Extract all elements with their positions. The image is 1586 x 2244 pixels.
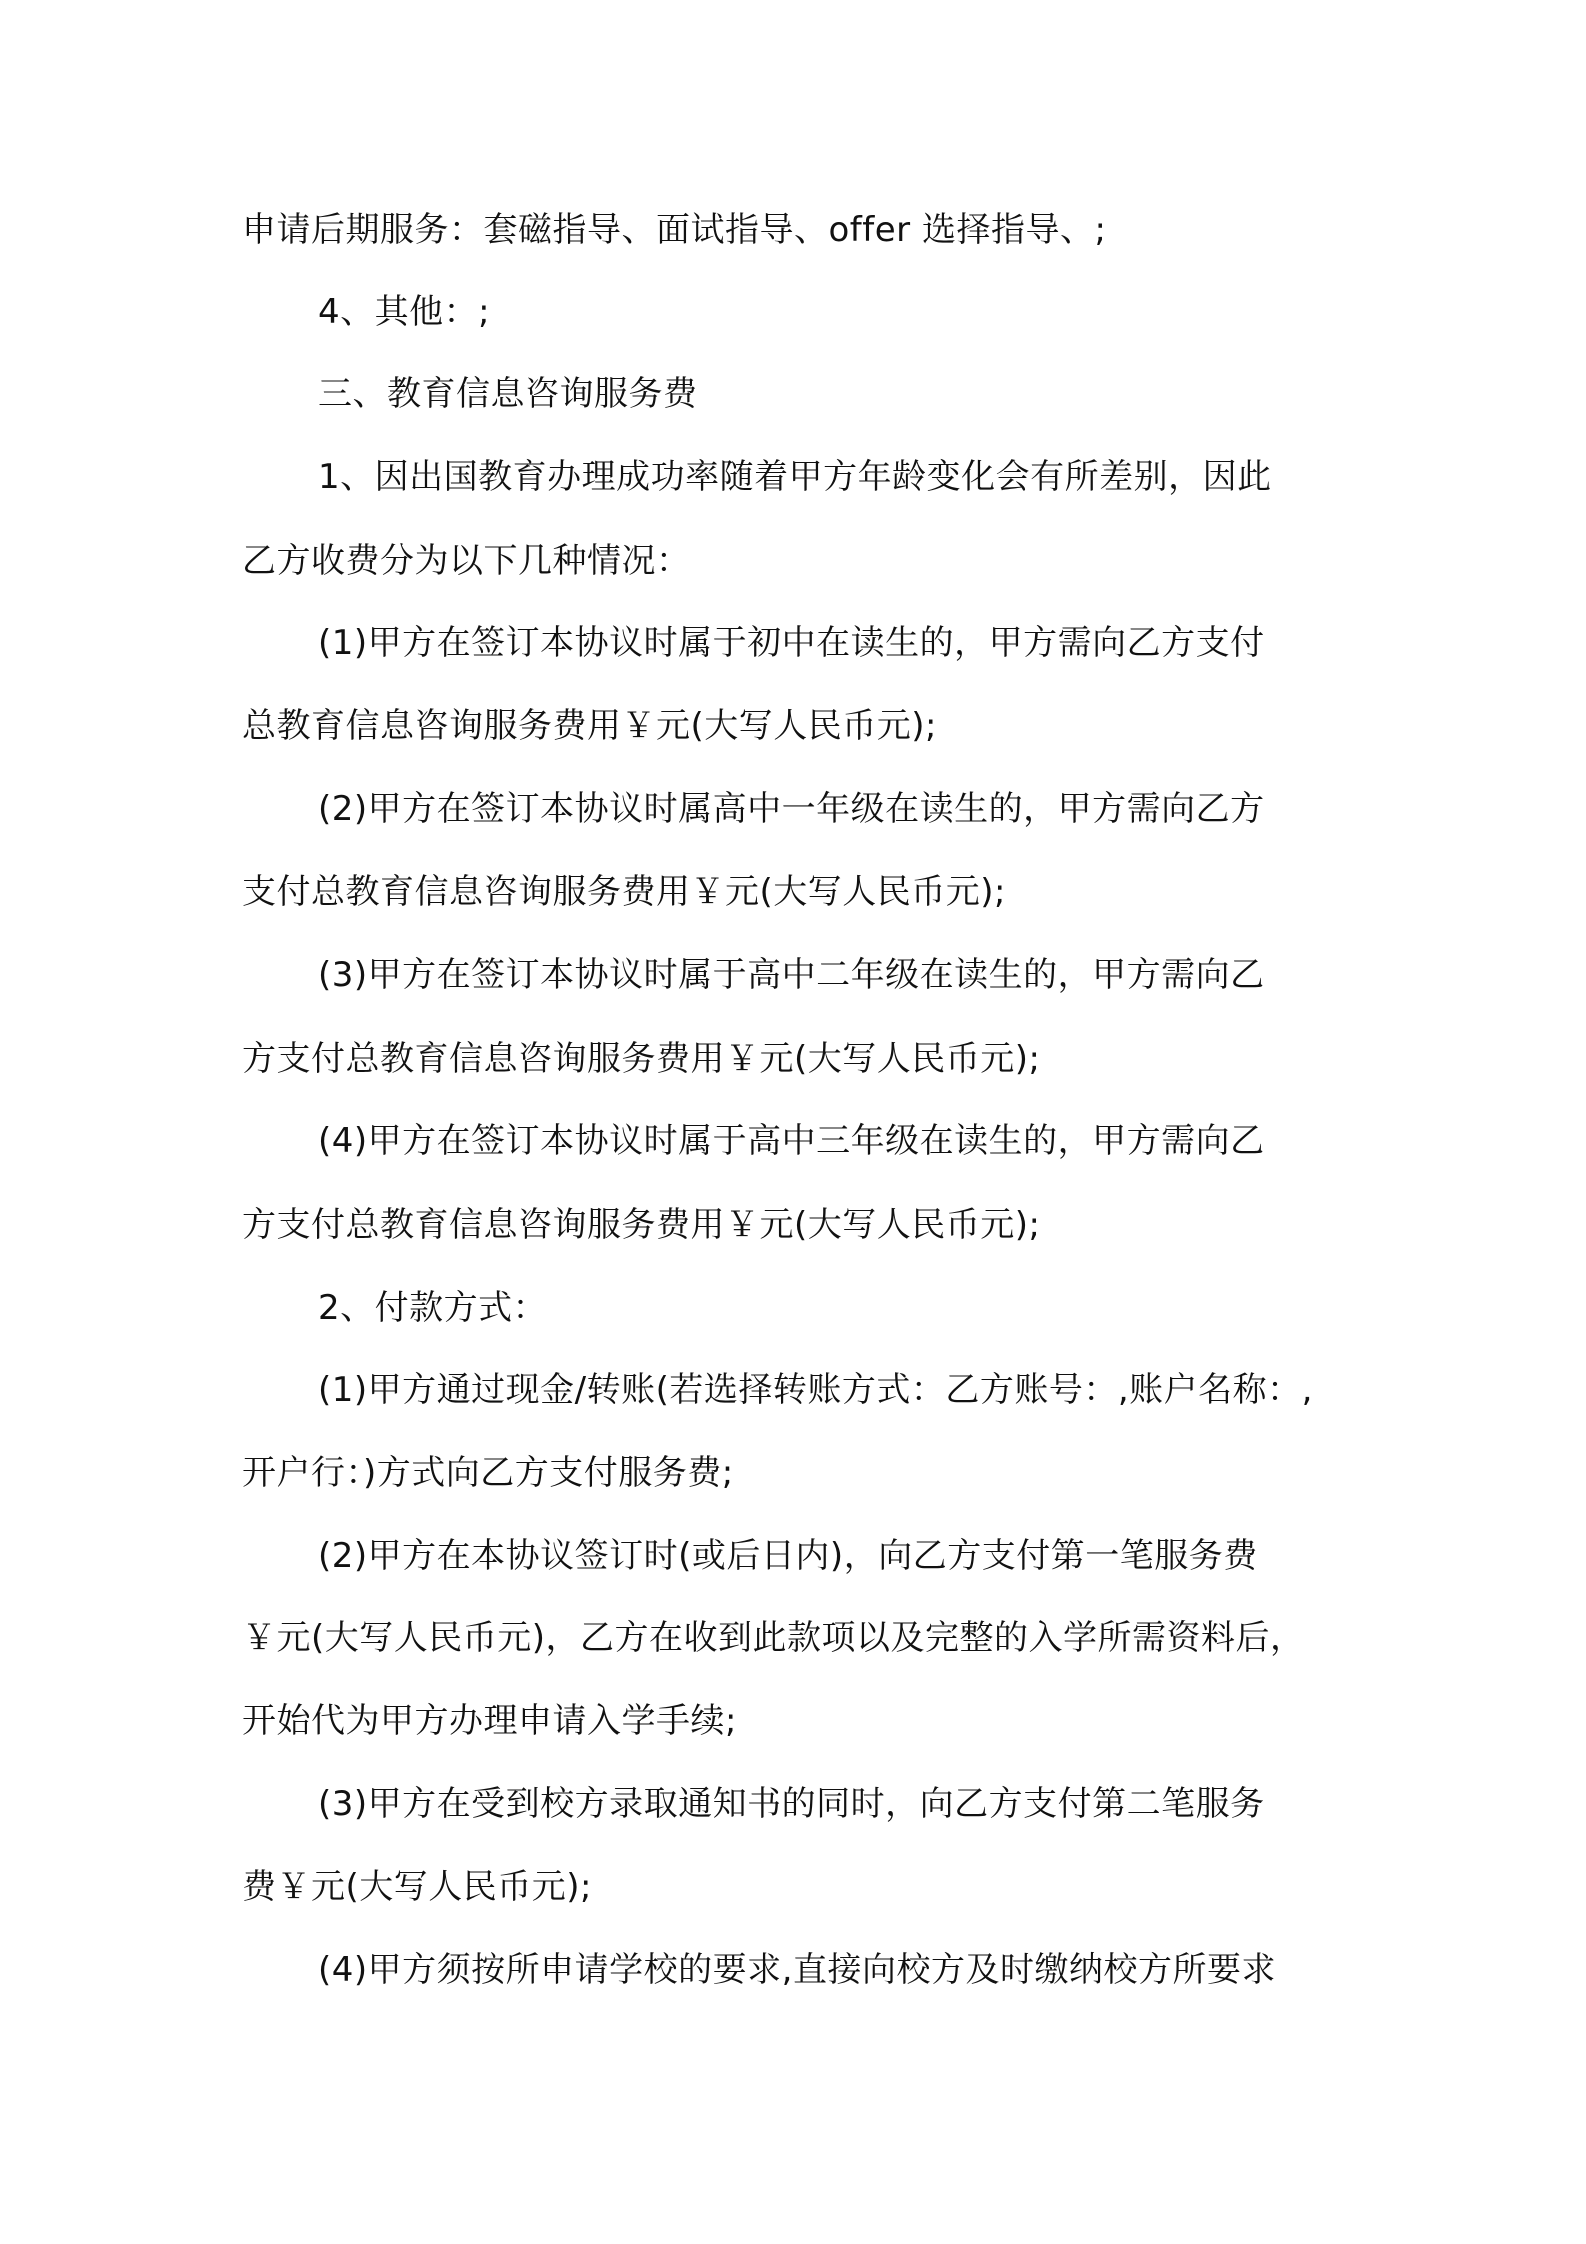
text-line: 方支付总教育信息咨询服务费用￥元(大写人民币元); (242, 1205, 1041, 1245)
text-line: (3)甲方在受到校方录取通知书的同时，向乙方支付第二笔服务 (318, 1784, 1265, 1824)
text-line: (1)甲方通过现金/转账(若选择转账方式：乙方账号：,账户名称：, (318, 1370, 1313, 1410)
text-line: 2、付款方式： (318, 1288, 548, 1328)
text-line: 乙方收费分为以下几种情况： (242, 541, 691, 581)
text-line: (2)甲方在本协议签订时(或后日内)，向乙方支付第一笔服务费 (318, 1536, 1258, 1576)
text-line: (4)甲方在签订本协议时属于高中三年级在读生的，甲方需向乙 (318, 1121, 1265, 1161)
section-heading: 三、教育信息咨询服务费 (318, 374, 698, 414)
text-line: (1)甲方在签订本协议时属于初中在读生的，甲方需向乙方支付 (318, 623, 1265, 663)
text-line: 支付总教育信息咨询服务费用￥元(大写人民币元); (242, 872, 1006, 912)
text-line: 4、其他：; (318, 292, 491, 332)
text-line: 总教育信息咨询服务费用￥元(大写人民币元); (242, 706, 937, 746)
text-line: 1、因出国教育办理成功率随着甲方年龄变化会有所差别，因此 (318, 457, 1272, 497)
text-line: 费￥元(大写人民币元); (242, 1867, 592, 1907)
text-line: ￥元(大写人民币元)，乙方在收到此款项以及完整的入学所需资料后， (242, 1618, 1305, 1658)
text-line: (4)甲方须按所申请学校的要求,直接向校方及时缴纳校方所要求 (318, 1950, 1276, 1990)
text-line: 申请后期服务：套磁指导、面试指导、offer 选择指导、; (242, 210, 1107, 250)
text-line: 方支付总教育信息咨询服务费用￥元(大写人民币元); (242, 1039, 1041, 1079)
text-line: 开户行：)方式向乙方支付服务费; (242, 1453, 734, 1493)
text-line: (3)甲方在签订本协议时属于高中二年级在读生的，甲方需向乙 (318, 955, 1265, 995)
text-line: (2)甲方在签订本协议时属高中一年级在读生的，甲方需向乙方 (318, 789, 1265, 829)
text-line: 开始代为甲方办理申请入学手续; (242, 1701, 737, 1741)
